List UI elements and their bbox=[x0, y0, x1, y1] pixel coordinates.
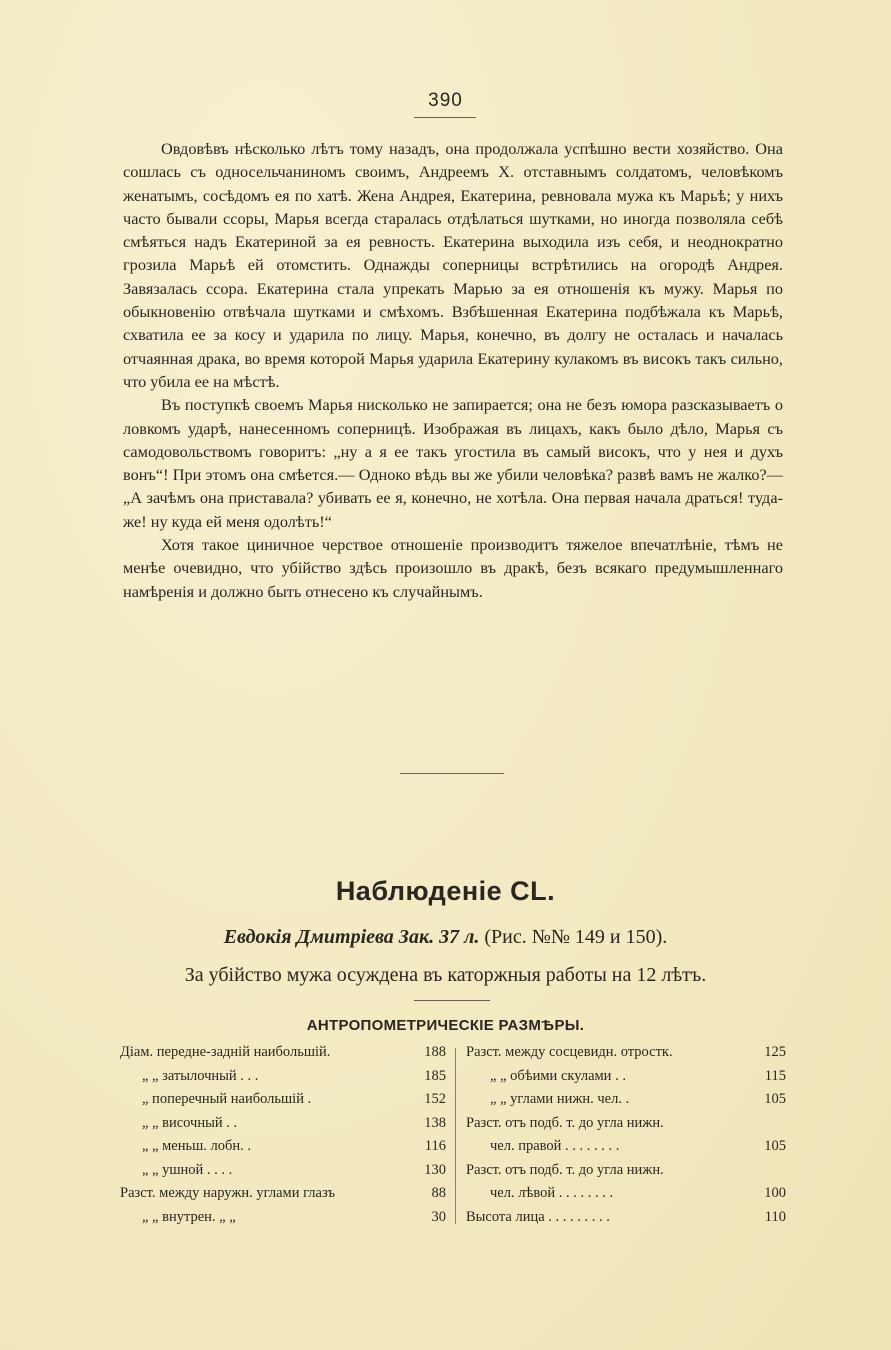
measurements-left-column bbox=[120, 1041, 446, 1229]
verdict-rule bbox=[414, 1000, 490, 1001]
figure-reference: (Рис. №№ 149 и 150). bbox=[484, 926, 668, 948]
measurement-value: 152 bbox=[424, 1091, 446, 1107]
observation-verdict: За убійство мужа осуждена въ каторжныя работы на 12 лѣтъ. bbox=[184, 964, 707, 986]
measurement-row bbox=[120, 1206, 446, 1230]
paragraph: Хотя такое циничное черствое отношеніе производитъ тяжелое впечатлѣніе, тѣмъ не менѣе очевидно, что убійство здѣсь произошло въ дракѣ, безъ всякаго предумышленнаго намѣренія и должно быть отнесено къ случайнымъ. bbox=[123, 535, 783, 601]
measurement-value: 188 bbox=[424, 1044, 446, 1060]
measurement-value: 100 bbox=[764, 1185, 786, 1201]
body-text bbox=[123, 137, 783, 603]
measurement-label: „ „ углами нижн. чел. . bbox=[490, 1091, 630, 1107]
measurement-row bbox=[466, 1206, 786, 1230]
observation-title: Наблюденіе CL. bbox=[335, 876, 556, 906]
measurement-row bbox=[120, 1041, 446, 1065]
measurement-label: „ „ ушной . . . . bbox=[142, 1161, 233, 1178]
measurement-label: чел. правой . . . . . . . . bbox=[490, 1138, 620, 1154]
measurement-value: 185 bbox=[424, 1067, 446, 1084]
measurement-row bbox=[120, 1112, 446, 1136]
measurement-row bbox=[466, 1041, 786, 1065]
measurement-value: 130 bbox=[424, 1161, 446, 1178]
measurements-title: АНТРОПОМЕТРИЧЕСКІЕ РАЗМѢРЫ. bbox=[306, 1017, 585, 1034]
measurement-value: 125 bbox=[764, 1044, 786, 1060]
measurement-row bbox=[120, 1182, 446, 1206]
measurement-row bbox=[120, 1088, 446, 1112]
measurement-label: Разст. отъ подб. т. до угла нижн. bbox=[466, 1161, 664, 1178]
column-divider bbox=[455, 1048, 456, 1224]
page-number-rule bbox=[414, 117, 476, 118]
measurement-value: 110 bbox=[764, 1208, 786, 1225]
paragraph: Овдовѣвъ нѣсколько лѣтъ тому назадъ, она продолжала успѣшно вести хозяйство. Она сошлась съ односельчаниномъ своимъ, Андреемъ Х. отставнымъ солдатомъ, человѣкомъ женатымъ, сосѣдомъ ея по хатѣ. Жена Андрея, Екатерина, ревновала мужа къ Марьѣ; у нихъ часто бывали ссоры, Марья всегда старалась отдѣлаться шутками, но иногда позволяла себѣ смѣяться надъ Екатериной за ея ревность. Екатерина выходила изъ себя, и неоднократно грозила Марьѣ ей отомстить. Однажды соперницы встрѣтились на огородѣ Андрея. Завязалась ссора. Екатерина стала упрекать Марью за ея отношенія къ мужу. Марья по обыкновенію отвѣчала шутками и смѣхомъ. Взбѣшенная Екатерина подбѣжала къ Марьѣ, схватила ее за косу и ударила по лицу. Марья, конечно, въ долгу не осталась и началась отчаянная драка, во время которой Марья ударила Екатерину кулакомъ въ високъ такъ сильно, что убила ее на мѣстѣ. bbox=[123, 139, 783, 391]
measurement-label: „ „ меньш. лобн. . bbox=[142, 1138, 252, 1154]
measurement-value: 115 bbox=[764, 1067, 786, 1084]
measurement-label: „ „ затылочный . . . bbox=[142, 1067, 259, 1084]
measurement-label: Разст. между наружн. углами глазъ bbox=[120, 1185, 335, 1201]
measurement-row bbox=[466, 1159, 786, 1183]
measurement-label: Діам. передне-задній наибольшій. bbox=[120, 1044, 331, 1060]
measurement-row bbox=[466, 1182, 786, 1206]
measurement-value: 30 bbox=[431, 1208, 446, 1225]
measurement-row bbox=[466, 1088, 786, 1112]
section-separator bbox=[400, 773, 504, 774]
measurement-value: 116 bbox=[424, 1138, 446, 1154]
measurement-value: 105 bbox=[764, 1138, 786, 1154]
measurement-row bbox=[120, 1159, 446, 1183]
measurement-value: 105 bbox=[764, 1091, 786, 1107]
measurement-value: 88 bbox=[431, 1185, 446, 1201]
measurement-label: „ „ височный . . bbox=[142, 1114, 238, 1131]
measurement-row bbox=[120, 1135, 446, 1159]
measurement-row bbox=[466, 1065, 786, 1089]
measurement-label: Разст. между сосцевидн. отростк. bbox=[466, 1044, 673, 1060]
observation-subtitle bbox=[0, 926, 891, 949]
measurement-label: чел. лѣвой . . . . . . . . bbox=[490, 1185, 614, 1201]
measurement-label: „ „ обѣими скулами . . bbox=[490, 1067, 626, 1084]
page-number: 390 bbox=[428, 90, 463, 111]
measurement-label: „ „ внутрен. „ „ bbox=[142, 1208, 236, 1225]
measurement-row bbox=[120, 1065, 446, 1089]
measurement-label: Разст. отъ подб. т. до угла нижн. bbox=[466, 1114, 664, 1131]
subject-name: Евдокія Дмитріева Зак. 37 л. bbox=[223, 926, 480, 948]
measurement-row bbox=[466, 1112, 786, 1136]
paragraph: Въ поступкѣ своемъ Марья нисколько не запирается; она не безъ юмора разсказываетъ о ловкомъ ударѣ, нанесенномъ соперницѣ. Изображая въ лицахъ, какъ было дѣло, Марья съ самодовольствомъ говоритъ: „ну а я ее такъ угостила въ самый високъ, что у нея и духъ вонъ“! При этомъ она смѣется.— Одноко вѣдь вы же убили человѣка? развѣ вамъ не жалко?—„А зачѣмъ она приставала? убивать ее я, конечно, не хотѣла. Она первая начала драться! туда-же! ну куда ей меня одолѣть!“ bbox=[123, 395, 783, 531]
measurement-label: Высота лица . . . . . . . . . bbox=[466, 1208, 610, 1225]
measurement-label: „ поперечный наибольшій . bbox=[142, 1091, 312, 1107]
measurements-right-column bbox=[466, 1041, 786, 1229]
measurement-value: 138 bbox=[424, 1114, 446, 1131]
measurement-row bbox=[466, 1135, 786, 1159]
